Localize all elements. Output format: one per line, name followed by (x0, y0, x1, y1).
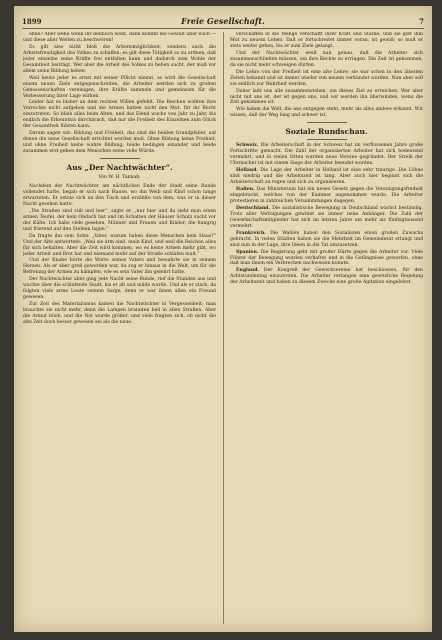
left-column (23, 32, 216, 624)
rundschau-entry (230, 268, 423, 286)
header-title: Freie Gesellschaft. (181, 16, 265, 26)
entry-text: Die sozialistische Bewegung in Deutschland wächst beständig. Trotz aller Verfolgungen gewinnt sie immer neue Anhänger. Die Zahl der Gewerkschaftsmitglieder hat sich im letzten Jahre um mehr als fünfzigtausend vermehrt. (230, 205, 423, 229)
entry-country: Schweiz. (236, 143, 259, 149)
right-paragraph: verschaffen in die Menge verschafft ihrer Kraft und Stärke; und sie gibt ihm Mut zu neuem Leben. Daß er fortschreitet immer voran, ist gewiß; so muß er stets weiter gehen, bis er zum Ziele gelangt. (230, 32, 423, 49)
entry-text: Die Arbeiterschaft in der Schweiz hat im verflossenen Jahre große Fortschritte gemacht. Die Zahl der organisierten Arbeiter hat sich bedeutend vermehrt, und in vielen Orten wurden neue Vereine gegründet. Der Streik der Uhrmacher ist mit einem Siege der Arbeiter beendet worden. (230, 143, 423, 167)
left-paragraph: Weil heute jeder es ernst mit seiner Pflicht nimmt, so wird die Gesellschaft einem neuen Ziele entgegenschreiten, die Arbeiter werden sich zu großen Genossenschaften vereinigen, ihre Kräfte sammeln und gemeinsam für die Verbesserung ihrer Lage wirken. (23, 75, 216, 99)
poem-title: Aus „Der Nachtwächter“. (66, 163, 173, 173)
header-page-number: 7 (419, 17, 424, 26)
right-paragraph: Die Lehre von der Freiheit ist eine alte Lehre; sie war schon in den ältesten Zeiten bekannt und ist immer wieder von neuem verkündet worden. Nun aber soll sie endlich zur Wahrheit werden. (230, 69, 423, 87)
right-paragraph: Und der Nachtwächter weiß nun genau, daß die Arbeiter sich zusammenschließen müssen, um ihre Rechte zu erringen. Die Zeit ist gekommen, da sie nicht mehr schweigen dürfen. (230, 50, 423, 68)
right-column (230, 32, 423, 624)
entry-text: Der Kongreß der Gewerkvereine hat beschlossen, für den Achtstundentag einzutreten. Die Arbeiter verlangen eine gesetzliche Regelung der Arbeitszeit und haben zu diesem Zwecke eine große Agitation eingeleitet. (230, 268, 423, 286)
section-title: Soziale Rundschau. (285, 127, 368, 137)
rundschau-entry (230, 206, 423, 230)
left-paragraph: ohne? Aber wehe wenn ihr dennoch wollt, dann kommt die Gewalt über euch — und diese aller Welten zu beschwören! (23, 32, 216, 43)
entry-country: England. (236, 268, 259, 274)
right-paragraph: Wie haben die Welt, die uns entgegen steht, mehr als alles andere erkannt. Wir wissen, daß der Weg lang und schwer ist. (230, 107, 423, 119)
rundschau-entry (230, 168, 423, 186)
entry-country: Frankreich. (236, 230, 266, 236)
entry-country: Holland. (236, 168, 259, 174)
entry-country: Deutschland. (236, 205, 270, 211)
poem-paragraph: Da fragte ihn sein Sohn: „Vater, warum haben diese Menschen kein Haus?“ Und der Alte antwortete: „Weil sie arm sind, mein Kind, und weil die Reichen alles für sich behalten. Aber die Zeit wird kommen, wo es keine Armen mehr gibt, wo jeder Arbeit und Brot hat und niemand mehr auf der Straße schlafen muß.“ (23, 233, 216, 257)
rundschau-entry (230, 143, 423, 167)
poem-byline: Von W. H. Tannah. (98, 175, 141, 181)
entry-text: Die Wahlen haben den Sozialisten einen großen Zuwachs gebracht. In vielen Städten haben sie die Mehrheit im Gemeinderat erlangt und sind nun in der Lage, ihre Ideen in die Tat umzusetzen. (230, 230, 423, 248)
poem-paragraph: „Die Straßen sind still und leer“, sagte er, „nur hier und da sieht man einen armen Teufel, der kein Obdach hat und im Schatten der Häuser Schutz sucht vor der Kälte. Ich habe viele gesehen, Männer und Frauen und Kinder, die hungrig und frierend auf den Steinen lagen.“ (23, 208, 216, 232)
rundschau-entry (230, 250, 423, 268)
section-rule (307, 139, 347, 140)
newspaper-page (14, 6, 432, 632)
section-rule (100, 158, 140, 159)
left-paragraph: Darum sagen wir: Bildung und Freiheit, das sind die beiden Grundpfeiler, auf denen die neue Gesellschaft errichtet werden muß. Ohne Bildung keine Freiheit, und ohne Freiheit keine wahre Bildung; beide bedingen einander und beide zusammen erst geben dem Menschen seine volle Würde. (23, 131, 216, 155)
entry-country: Spanien. (236, 249, 259, 255)
entry-text: Die Regierung geht mit großer Härte gegen die Arbeiter vor. Viele Führer der Bewegung wurden verhaftet und in die Gefängnisse geworfen, ohne daß man ihnen ein Verbrechen nachweisen konnte. (230, 249, 423, 267)
entry-text: Die Lage der Arbeiter in Holland ist eine sehr traurige. Die Löhne sind niedrig und die Arbeitszeit ist lang. Aber auch hier beginnt sich die Arbeiterschaft zu regen und sich zu organisieren. (230, 168, 423, 186)
poem-paragraph: Und der Knabe hörte die Worte seines Vaters und bewahrte sie in seinem Herzen. Als er aber groß geworden war, da zog er hinaus in die Welt, um für die Befreiung der Armen zu kämpfen, wie es sein Vater ihn gelehrt hatte. (23, 258, 216, 276)
section-rule (307, 122, 347, 123)
right-paragraph: Daher laßt uns alle zusammenstehen, um dieses Ziel zu erreichen. Wer aber nicht mit uns ist, der ist gegen uns, und wir werden ihn überwinden, wenn die Zeit gekommen ist. (230, 88, 423, 106)
left-paragraph: Es gilt also nicht bloß die Arbeitsmöglichkeit, sondern auch die Arbeitsfreudigkeit des Volkes zu schaffen; es gilt diese Tätigkeit so zu ordnen, daß jeder einzelne seine Kräfte frei entfalten kann und dadurch zum Wohle der Gesamtheit beiträgt. Wer aber die Arbeit des Volkes zu heben sucht, der muß vor allem seine Bildung heben. (23, 44, 216, 74)
entry-country: Italien. (236, 187, 255, 193)
poem-paragraph: Der Nachtwächter aber ging jede Nacht seine Runde, rief die Stunden aus und wachte über die schlafende Stadt, bis er alt und müde wurde. Und als er starb, da folgten viele arme Leute seinem Sarge, denn er war ihnen allen ein Freund gewesen. (23, 277, 216, 301)
poem-paragraph: Zur Zeit des Materialismus kamen die Nachtwächter in Vergessenheit; man brauchte sie nicht mehr, denn die Lampen brannten hell in allen Straßen. Aber die Armut blieb, und die Not wurde größer, und viele fragten sich, ob nicht die alte Zeit doch besser gewesen sei als die neue. (23, 302, 216, 325)
column-divider (223, 32, 224, 624)
rundschau-entry (230, 187, 423, 205)
poem-paragraph: Nachdem der Nachtwächter am nächtlichen Ende der Stadt seine Runde vollendet hatte, begab er sich nach Hause, wo ihn Weib und Kind schon lange erwarteten. Er setzte sich an den Tisch und erzählte von dem, was er in dieser Nacht gesehen hatte. (23, 184, 216, 207)
header-year: 1899 (22, 17, 42, 26)
entry-text: Das Ministerium hat ein neues Gesetz gegen die Vereinigungsfreiheit eingebracht, welches von der Kammer angenommen wurde. Die Arbeiter protestieren in zahlreichen Versammlungen dagegen. (230, 187, 423, 204)
left-paragraph: Leider hat es bisher an dem rechten Willen gefehlt. Die Reichen wollten ihre Vorrechte nicht aufgeben und die Armen hatten nicht den Mut, für ihr Recht einzutreten. So blieb alles beim Alten, und das Elend wuchs von Jahr zu Jahr, bis endlich die Erkenntnis durchbrach, daß nur die Freiheit des Einzelnen zum Glück der Gesamtheit führen kann. (23, 100, 216, 130)
rundschau-entry (230, 231, 423, 249)
page-header (22, 14, 424, 29)
